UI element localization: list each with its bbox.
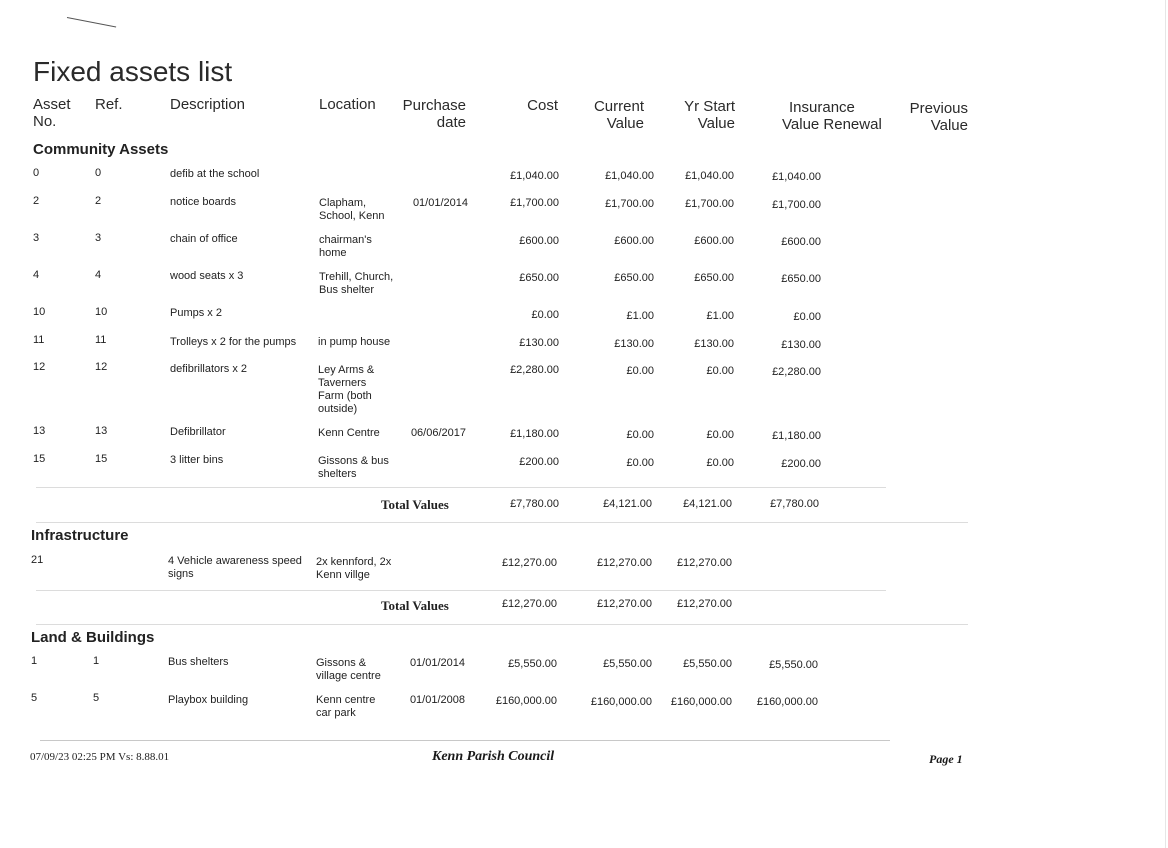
description: Bus shelters — [168, 656, 229, 668]
current-value: £5,550.00 — [603, 658, 652, 670]
asset-no: 3 — [33, 232, 40, 244]
yr-start-value: £650.00 — [694, 272, 734, 284]
cost: £2,280.00 — [510, 364, 559, 376]
header-ref: Ref. — [95, 96, 123, 113]
total-cost: £7,780.00 — [510, 498, 559, 510]
insurance-value: £200.00 — [781, 458, 821, 470]
description: defibrillators x 2 — [170, 363, 248, 375]
current-value: £160,000.00 — [590, 696, 652, 708]
location: Ley Arms & Taverners Farm (both outside) — [318, 364, 375, 415]
asset-no: 21 — [31, 554, 44, 566]
yr-start-value: £1,700.00 — [685, 198, 734, 210]
cost: £5,550.00 — [508, 658, 557, 670]
page-title: Fixed assets list — [33, 56, 233, 87]
current-value: £1,040.00 — [605, 170, 654, 182]
ref: 15 — [95, 453, 108, 465]
description: 3 litter bins — [170, 454, 224, 466]
yr-start-value: £0.00 — [706, 365, 734, 377]
current-value: £600.00 — [614, 235, 654, 247]
ref: 3 — [95, 232, 102, 244]
ref: 11 — [95, 334, 107, 346]
ref: 0 — [95, 167, 102, 179]
cost: £130.00 — [519, 337, 559, 349]
cost: £0.00 — [531, 309, 559, 321]
yr-start-value: £1,040.00 — [685, 170, 734, 182]
cost: £600.00 — [519, 235, 559, 247]
insurance-value: £650.00 — [781, 273, 821, 285]
header-cost: Cost — [527, 97, 558, 114]
ref: 2 — [95, 195, 102, 207]
yr-start-value: £600.00 — [694, 235, 734, 247]
yr-start-value: £130.00 — [694, 338, 734, 350]
ref: 5 — [93, 692, 100, 704]
insurance-value: £0.00 — [793, 311, 821, 323]
asset-no: 2 — [33, 195, 40, 207]
divider — [36, 590, 886, 591]
ref: 13 — [95, 425, 108, 437]
description: Pumps x 2 — [170, 307, 222, 319]
yr-start-value: £0.00 — [706, 457, 734, 469]
current-value: £130.00 — [614, 338, 654, 350]
insurance-value: £160,000.00 — [756, 696, 818, 708]
divider — [36, 487, 886, 488]
asset-no: 11 — [33, 334, 45, 346]
description: wood seats x 3 — [170, 270, 244, 282]
total-current-value: £4,121.00 — [603, 498, 652, 510]
yr-start-value: £12,270.00 — [676, 557, 732, 569]
yr-start-value: £0.00 — [706, 429, 734, 441]
insurance-value: £600.00 — [781, 236, 821, 248]
insurance-value: £5,550.00 — [769, 659, 818, 671]
insurance-value: £1,700.00 — [772, 199, 821, 211]
footer-page-number: Page 1 — [929, 752, 963, 766]
purchase-date: 06/06/2017 — [410, 427, 466, 439]
location: in pump house — [318, 336, 391, 348]
header-previous-value: Previous Value — [909, 100, 968, 134]
ref: 10 — [95, 306, 108, 318]
section-heading: Infrastructure — [31, 527, 129, 544]
cost: £1,040.00 — [510, 170, 559, 182]
cost: £650.00 — [519, 272, 559, 284]
description: Trolleys x 2 for the pumps — [170, 336, 297, 348]
purchase-date: 01/01/2014 — [412, 197, 468, 209]
header-current-value: Current Value — [593, 98, 644, 132]
current-value: £650.00 — [614, 272, 654, 284]
yr-start-value: £160,000.00 — [670, 696, 732, 708]
header-purchase-date: Purchase date — [402, 97, 466, 131]
cost: £160,000.00 — [495, 695, 557, 707]
cost: £12,270.00 — [501, 557, 557, 569]
total-label: Total Values — [381, 598, 449, 613]
location: Gissons & village centre — [316, 657, 381, 682]
footer-organization: Kenn Parish Council — [432, 749, 555, 764]
location: chairman's home — [319, 234, 372, 259]
header-location: Location — [319, 96, 376, 113]
location: Clapham, School, Kenn — [319, 197, 385, 222]
section-heading: Community Assets — [33, 141, 169, 158]
total-current-value: £12,270.00 — [596, 598, 652, 610]
asset-no: 0 — [33, 167, 40, 179]
header-description: Description — [170, 96, 246, 113]
total-insurance-value: £7,780.00 — [770, 498, 819, 510]
current-value: £0.00 — [626, 457, 654, 469]
header-yr-start-value: Yr Start Value — [684, 98, 735, 132]
description: Playbox building — [168, 694, 249, 706]
ref: 4 — [95, 269, 102, 281]
asset-no: 4 — [33, 269, 40, 281]
total-cost: £12,270.00 — [501, 598, 557, 610]
asset-no: 10 — [33, 306, 46, 318]
description: Defibrillator — [170, 426, 226, 438]
description: notice boards — [170, 196, 237, 208]
section-heading: Land & Buildings — [31, 629, 155, 646]
cost: £1,180.00 — [510, 428, 559, 440]
yr-start-value: £5,550.00 — [683, 658, 732, 670]
total-label: Total Values — [381, 497, 449, 512]
cost: £200.00 — [519, 456, 559, 468]
ref: 12 — [95, 361, 108, 373]
scan-edge — [1165, 0, 1166, 848]
insurance-value: £130.00 — [781, 339, 821, 351]
insurance-value: £1,040.00 — [772, 171, 821, 183]
header-asset-no: Asset No. — [33, 96, 71, 130]
insurance-value: £1,180.00 — [772, 430, 821, 442]
cost: £1,700.00 — [510, 197, 559, 209]
current-value: £1,700.00 — [605, 198, 654, 210]
asset-no: 12 — [33, 361, 46, 373]
current-value: £1.00 — [626, 310, 654, 322]
current-value: £0.00 — [626, 429, 654, 441]
location: Kenn Centre — [318, 427, 380, 439]
asset-no: 15 — [33, 453, 46, 465]
asset-no: 5 — [31, 692, 38, 704]
header-insurance: Insurance Value Renewal — [782, 99, 882, 133]
current-value: £0.00 — [626, 365, 654, 377]
description: 4 Vehicle awareness speed signs — [168, 555, 302, 580]
location: 2x kennford, 2x Kenn villge — [316, 556, 392, 581]
insurance-value: £2,280.00 — [772, 366, 821, 378]
divider — [36, 624, 968, 625]
location: Kenn centre car park — [316, 694, 376, 719]
total-yr-start-value: £4,121.00 — [683, 498, 732, 510]
total-yr-start-value: £12,270.00 — [676, 598, 732, 610]
description: chain of office — [170, 233, 238, 245]
scan-mark — [67, 17, 116, 28]
purchase-date: 01/01/2014 — [409, 657, 465, 669]
purchase-date: 01/01/2008 — [409, 694, 465, 706]
ref: 1 — [93, 655, 100, 667]
asset-no: 13 — [33, 425, 46, 437]
location: Trehill, Church, Bus shelter — [319, 271, 394, 296]
divider — [36, 522, 968, 523]
location: Gissons & bus shelters — [318, 455, 389, 480]
description: defib at the school — [170, 168, 260, 180]
asset-no: 1 — [31, 655, 38, 667]
yr-start-value: £1.00 — [706, 310, 734, 322]
footer-timestamp: 07/09/23 02:25 PM Vs: 8.88.01 — [30, 751, 170, 763]
current-value: £12,270.00 — [596, 557, 652, 569]
footer-rule — [40, 740, 890, 741]
